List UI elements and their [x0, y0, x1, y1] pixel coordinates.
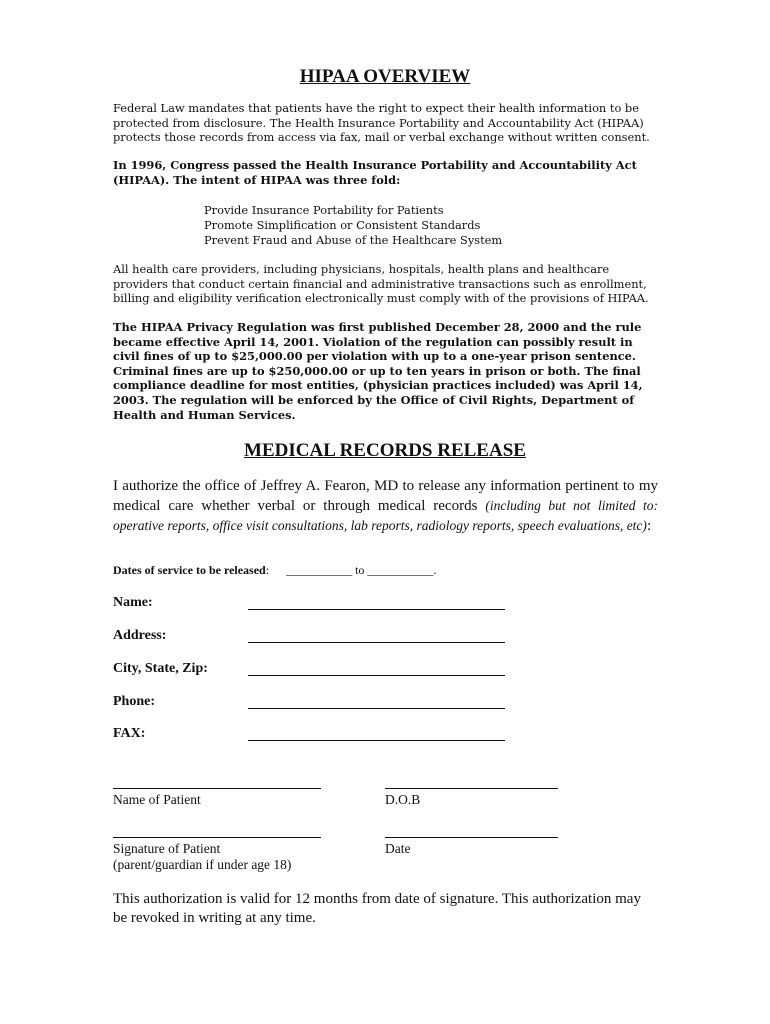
date-line[interactable] — [385, 836, 558, 838]
overview-paragraph-4: The HIPAA Privacy Regulation was first published December 28, 2000 and the rule became effective April 14, 2001. Violation of the regulation can possibly result in civil fines of up to $25,000.00 per violation with up to a one-year prison sentence. Criminal fines are up to $250,000.00 or up to ten years in prison or both. The final compliance deadline for most entities, (physician practices included) was April 14, 2003. The regulation will be enforced by the Office of Civil Rights, Department of Health and Human Services. — [113, 320, 643, 422]
patient-signature-line[interactable] — [113, 836, 321, 838]
name-label: Name: — [113, 595, 153, 610]
name-line[interactable] — [248, 608, 505, 610]
city-state-zip-label: City, State, Zip: — [113, 661, 208, 676]
release-title: MEDICAL RECORDS RELEASE — [244, 440, 526, 461]
fax-label: FAX: — [113, 726, 146, 741]
authorization-italic-note: (including but not limited to: operative reports, office visit consultations, lab reports, radiology reports, speech evaluations, etc) — [113, 498, 658, 533]
date-label: Date — [385, 841, 411, 856]
authorization-statement — [113, 476, 658, 536]
overview-title: HIPAA OVERVIEW — [299, 66, 471, 87]
dates-of-service — [113, 563, 436, 578]
address-label: Address: — [113, 628, 167, 643]
address-line[interactable] — [248, 641, 505, 643]
authorization-validity-note: This authorization is valid for 12 months from date of signature. This authorization may be revoked in writing at any time. — [113, 891, 641, 926]
intent-item: Promote Simplification or Consistent Standards — [204, 217, 481, 232]
patient-signature-label: Signature of Patient — [113, 841, 221, 856]
dates-blank-fields[interactable]: ___________ to ___________. — [286, 563, 437, 577]
overview-paragraph-3: All health care providers, including physicians, hospitals, health plans and healthcare providers that conduct certain financial and administrative transactions such as enrollment, billing and eligibility verification electronically must comply with of the provisions of HIPAA. — [113, 262, 649, 306]
fax-line[interactable] — [248, 739, 505, 741]
dob-line[interactable] — [385, 787, 558, 789]
authorization-text: I authorize the office of Jeffrey A. Fearon, MD to release any information pertinent to my medical care whether verbal or through medical records — [113, 478, 658, 514]
phone-line[interactable] — [248, 707, 505, 709]
authorization-end: : — [646, 518, 652, 534]
hipaa-intent-list — [204, 203, 502, 247]
intent-item: Prevent Fraud and Abuse of the Healthcare System — [204, 232, 503, 247]
dates-colon: : — [265, 563, 270, 577]
guardian-note: (parent/guardian if under age 18) — [113, 857, 292, 872]
intent-item: Provide Insurance Portability for Patients — [204, 203, 444, 217]
overview-paragraph-1: Federal Law mandates that patients have the right to expect their health information to be protected from disclosure. The Health Insurance Portability and Accountability Act (HIPAA) protects those records from access via fax, mail or verbal exchange without written consent. — [113, 101, 650, 145]
city-state-zip-line[interactable] — [248, 674, 505, 676]
patient-name-label: Name of Patient — [113, 792, 201, 807]
dob-label: D.O.B — [385, 792, 421, 807]
dates-label: Dates of service to be released — [113, 563, 266, 577]
overview-paragraph-2: In 1996, Congress passed the Health Insurance Portability and Accountability Act (HIPAA). The intent of HIPAA was three fold: — [113, 158, 637, 187]
patient-name-line[interactable] — [113, 787, 321, 789]
phone-label: Phone: — [113, 694, 155, 709]
